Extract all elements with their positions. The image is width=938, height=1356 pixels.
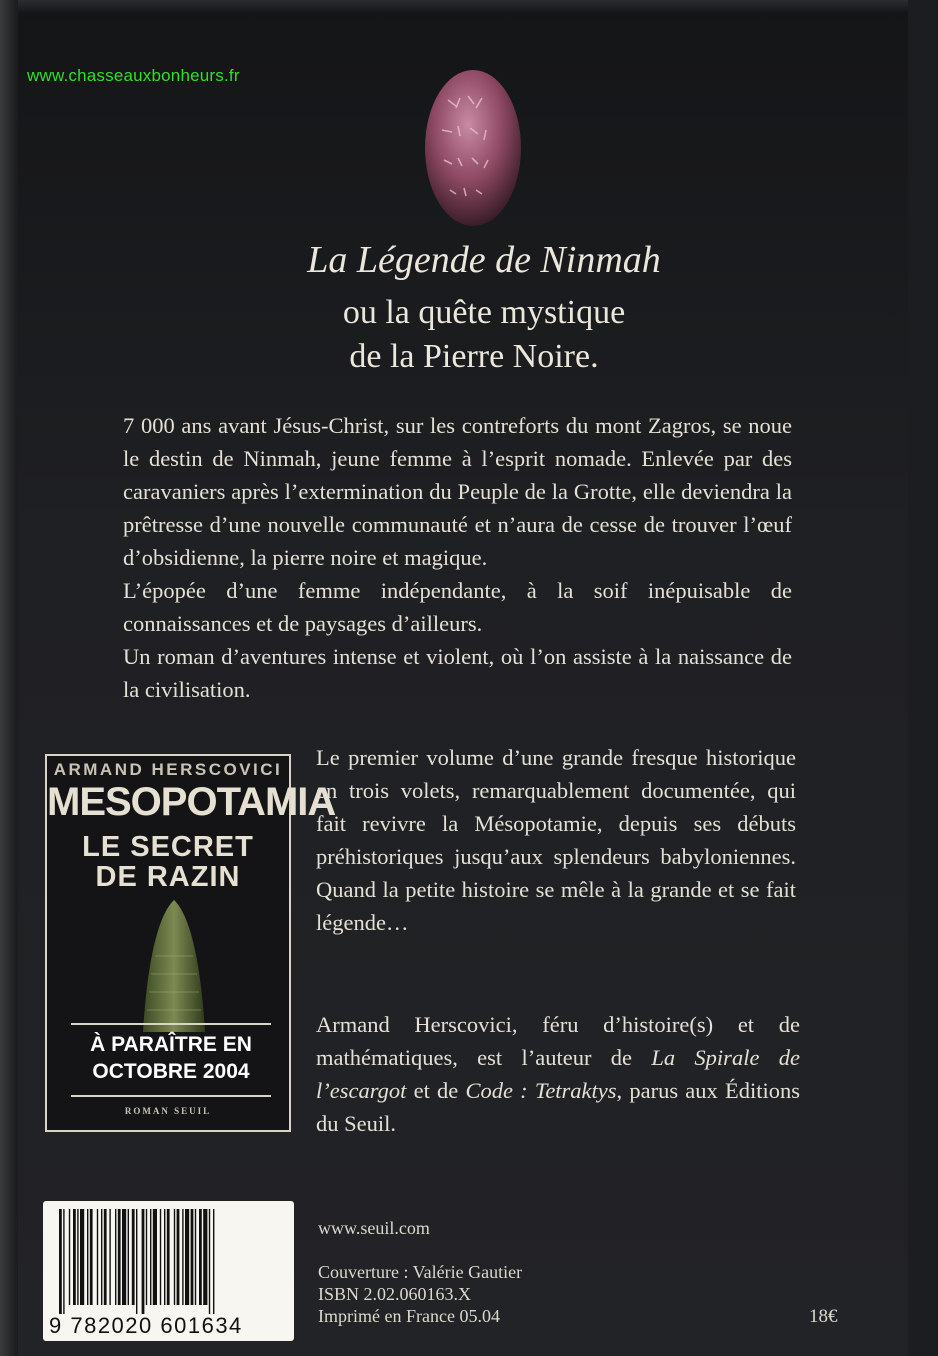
series-paragraph: Le premier volume d’une grande fresque historique en trois volets, remarquablement documentée, qui fait revivre la Mésopotamie, depuis ses débuts préhistoriques jusqu’aux splendeurs babyloniennes. Quand la petite histoire se mêle à la grande et se fait légende… xyxy=(316,745,796,935)
publisher-website: www.seuil.com xyxy=(318,1218,430,1238)
barcode-bar xyxy=(122,1209,126,1305)
synopsis-text xyxy=(123,409,792,706)
watermark-url: www.chasseauxbonheurs.fr xyxy=(27,66,240,85)
barcode-bar xyxy=(128,1209,129,1305)
author-bio-paragraph xyxy=(316,1008,800,1140)
headline-title: La Légende de Ninmah xyxy=(307,239,661,281)
release-banner-text xyxy=(71,1031,271,1085)
book-title-reference: La Spirale de l’escargot xyxy=(316,1045,800,1103)
barcode-digits: 9 782020 601634 xyxy=(49,1313,243,1338)
barcode-bar xyxy=(115,1209,116,1305)
headline-subtitle-line1: ou la quête mystique xyxy=(342,294,626,331)
author-bio-text: et de xyxy=(406,1078,466,1103)
cover-credit: Couverture : Valérie Gautier xyxy=(318,1262,523,1282)
barcode-bar xyxy=(90,1209,93,1305)
author-bio xyxy=(316,1008,800,1140)
barcode-bar xyxy=(87,1209,88,1305)
barcode-bar xyxy=(132,1209,135,1305)
barcode-bar xyxy=(109,1209,110,1305)
barcode-bar xyxy=(73,1209,76,1305)
barcode-bar xyxy=(213,1209,214,1314)
next-book-author: ARMAND HERSCOVICI xyxy=(53,760,283,779)
synopsis-paragraph: 7 000 ans avant Jésus-Christ, sur les contreforts du mont Zagros, se noue le destin de Ninmah, jeune femme à l’esprit nomade. Enlevée par des caravaniers après l’extermination du Peuple de la Grotte, elle deviendra la prêtresse d’une nouvelle communauté et n’aura de cesse de trouver l’œuf d’obsidienne, la pierre noire et magique. xyxy=(123,413,792,570)
next-book-title: MESOPOTAMIA xyxy=(47,780,336,824)
barcode-bar xyxy=(80,1209,84,1305)
barcode-bar xyxy=(146,1209,147,1305)
cover-top-edge xyxy=(0,0,908,12)
book-title-reference: Code : Tetraktys xyxy=(465,1078,617,1103)
credits-block xyxy=(318,1261,522,1327)
barcode-bar xyxy=(185,1209,189,1305)
barcode-bar xyxy=(150,1209,151,1305)
barcode-bar xyxy=(209,1209,210,1314)
next-book-cover xyxy=(45,754,336,1132)
headline-subtitle-line2: de la Pierre Noire. xyxy=(349,338,599,375)
barcode-bar xyxy=(142,1209,145,1314)
barcode-bar xyxy=(177,1209,180,1305)
barcode-bar xyxy=(174,1209,175,1305)
release-banner xyxy=(71,1023,271,1097)
barcode-bar xyxy=(160,1209,161,1305)
obsidian-egg-image xyxy=(418,60,528,230)
barcode-bar xyxy=(101,1209,102,1305)
author-bio-text: , parus aux Éditions du Seuil. xyxy=(316,1078,800,1136)
barcode-bar xyxy=(97,1209,98,1305)
printed-line: Imprimé en France 05.04 xyxy=(318,1306,500,1326)
series-description xyxy=(316,741,796,939)
barcode-bar xyxy=(136,1209,137,1314)
barcode-bar xyxy=(199,1209,202,1305)
barcode-bar xyxy=(153,1209,157,1305)
barcode-bar xyxy=(191,1209,194,1305)
release-banner-line: À PARAÎTRE EN xyxy=(90,1033,252,1056)
price: 18€ xyxy=(809,1306,838,1327)
barcode-bar xyxy=(195,1209,196,1305)
barcode-image xyxy=(53,1209,283,1314)
barcode-bar xyxy=(104,1209,107,1305)
release-banner-line: OCTOBRE 2004 xyxy=(92,1060,250,1083)
barcode-bar xyxy=(164,1209,165,1305)
barcode-bar xyxy=(118,1209,121,1305)
barcode-bar xyxy=(59,1209,62,1314)
barcode-bar xyxy=(77,1209,78,1305)
barcode-label xyxy=(43,1201,294,1341)
next-book-publisher: ROMAN SEUIL xyxy=(124,1106,212,1116)
barcode-bar xyxy=(69,1209,70,1305)
synopsis-paragraph: L’épopée d’une femme indépendante, à la soif inépuisable de connaissances et de paysages d’ailleurs. xyxy=(123,578,792,636)
barcode-bar xyxy=(63,1209,64,1314)
isbn-line: ISBN 2.02.060163.X xyxy=(318,1284,472,1304)
synopsis-paragraph: Un roman d’aventures intense et violent, où l’on assiste à la naissance de la civilisation. xyxy=(123,644,792,702)
next-book-subtitle xyxy=(47,832,289,892)
next-book-subtitle-line: LE SECRET xyxy=(82,831,254,863)
barcode-bar xyxy=(203,1209,207,1305)
clay-cone-image xyxy=(139,896,209,1036)
barcode-bar xyxy=(182,1209,183,1305)
author-bio-text: Armand Herscovici, féru d’histoire(s) et de mathématiques, est l’auteur de xyxy=(316,1012,800,1070)
barcode-bar xyxy=(167,1209,170,1305)
next-book-subtitle-line: DE RAZIN xyxy=(95,861,241,893)
cover-spine-edge xyxy=(0,0,18,1356)
